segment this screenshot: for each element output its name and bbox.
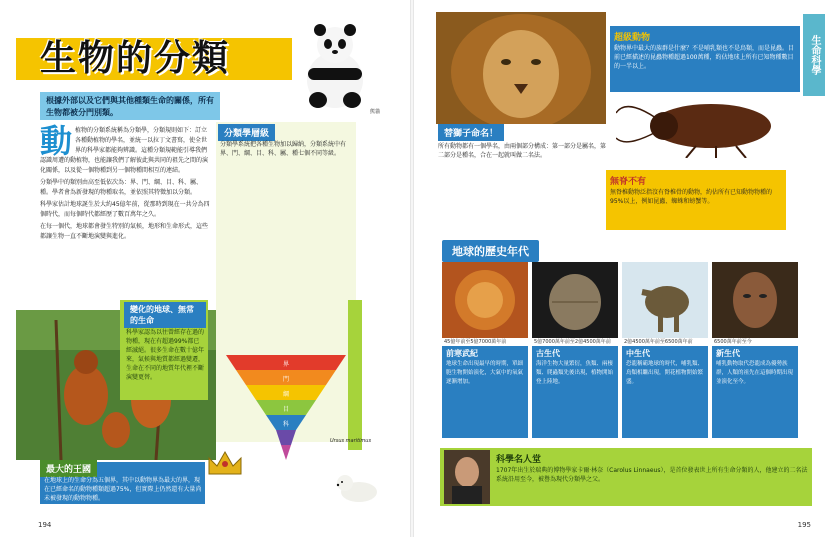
scientist-label: 科學名人堂 [496,455,542,465]
panda-photo [300,20,370,110]
lion-text: 所有動物都有一個學名，由兩個部分構成：第一部分是屬名，第二部分是種名，合在一起就叫做二名法。 [438,143,607,159]
pyramid-level-labels [282,357,290,432]
era-image-precambrian [442,262,528,338]
green-side-strip [348,300,362,450]
page-number-right: 195 [797,521,811,529]
panda-caption: 熊貓 [370,109,381,115]
dropcap: 動 [40,122,73,160]
scientist-text: 1707年出生於瑞典的博物學家卡爾·林奈（Carolus Linnaeus），是首位發表世上所有生命分類的人，他建立的二名法系統沿用至今，被譽為現代分類學之父。 [496,467,808,483]
level-kingdom: 界 [282,361,289,368]
timeline-title: 地球的歷史年代 [442,240,539,262]
era-image-paleozoic [532,262,618,338]
classification-label: 分類學層級 [218,124,275,141]
body-text [40,122,212,242]
era-name-2: 中生代 [626,349,650,358]
cockroach-photo [616,88,796,158]
era-text-1: 海洋生物大量繁衍，魚類、兩棲類、爬蟲類先後出現，植物開始登上陸地。 [536,361,614,385]
era-caption-3: 6500萬年前至今 [714,339,752,345]
era-box-precambrian [442,346,528,438]
polar-bear-photo [335,468,380,504]
era-caption-1: 5億7000萬年前至2億4500萬年前 [534,339,611,345]
era-text-0: 地球生命出現最早的時期，單細胞生物開始演化，大氣中的氧氣逐漸增加。 [446,361,524,385]
era-image-mesozoic [622,262,708,338]
era-caption-2: 2億4500萬年前至6500萬年前 [624,339,693,345]
classification-text: 分類學系統把各種生物加以歸納，分類系統中有界、門、綱、目、科、屬、種七個不同等級。 [220,141,347,157]
lion-photo [436,12,606,124]
body-paragraph-1: 植物的分類系統稱為分類學，分類規則如下：訂立各種動植物的學名，並統一以拉丁文書寫，使全世界的科學家都能夠辨識。這種分類規範能引導我們認識周遭的動植物，也能讓我們了解彼此與共同的祖先之間的演化關係，以及從一個物種到另一個物種間相互的連結。 [40,127,209,174]
biggest-kingdom-label: 最大的王國 [40,460,97,477]
era-name-0: 前寒武紀 [446,349,478,358]
level-class: 綱 [282,391,289,398]
super-animal-label: 超級動物 [614,33,651,43]
super-animal-text: 動物界中最大的族群是什麼？不是哺乳類也不是鳥類，而是昆蟲。目前已經描述的昆蟲物種超過100萬種，約佔地球上所有已知物種數目的一半以上。 [614,45,795,70]
lion-label: 替獅子命名！ [438,124,504,141]
era-text-2: 恐龍稱霸地球的時代，哺乳類、鳥類相繼出現，開花植物開始繁盛。 [626,361,704,385]
era-image-cenozoic [712,262,798,338]
era-box-paleozoic [532,346,618,438]
changing-earth-label: 變化的地球、無常的生命 [124,302,206,328]
era-name-3: 新生代 [716,349,740,358]
era-name-1: 古生代 [536,349,560,358]
linnaeus-portrait [444,450,490,504]
era-box-mesozoic [622,346,708,438]
crown-icon [205,448,245,478]
side-tab: 生命科學 [803,14,825,96]
body-paragraph-3: 科學家估計地球誕生於大約45億年前，從那時到現在一共分為四個時代，而每個時代都經歷了數百萬年之久。 [40,201,210,218]
level-order: 目 [282,406,289,413]
no-spine-label: 無脊不有 [610,177,647,187]
level-family: 科 [282,421,289,428]
body-paragraph-4: 在每一個代，地球都會發生特別的氣候，地形和生命形式，這些都讓生物一直不斷地演變與進化。 [40,223,209,240]
biggest-kingdom-text: 在地球上的生命分為五個界，其中以動物界為最大的界，現在已經命名的動物種類超過75%，但實際上仍然還有大量尚未被發現的動物物種。 [44,477,202,502]
left-page [0,0,410,537]
page-number-left: 194 [38,521,52,529]
era-text-3: 哺乳動物取代恐龍成為優勢族群，人類的祖先在這個時期出現並演化至今。 [716,361,794,385]
changing-earth-text: 科學家認為以往曾經存在過的物種，現在有超過99%都已經滅絕。很多生命在數十億年來，氣候與地質都經過變遷，生命在不同的地質年代裡不斷演變更替。 [126,329,205,381]
era-box-cenozoic [712,346,798,438]
era-caption-0: 45億年前至5億7000萬年前 [444,339,507,345]
intro-box: 根據外部以及它們與其他種類生命的關係，所有生物都被分門別類。 [40,92,220,120]
no-spine-text: 無脊椎動物泛指沒有脊椎骨的動物，約佔所有已知動物物種的95%以上，例如昆蟲、蜘蛛和螃蟹等。 [610,189,773,205]
level-phylum: 門 [282,376,289,383]
ursus-caption: Ursus maritimus [330,438,372,444]
page-title: 生物的分類 [40,38,231,79]
body-paragraph-2: 分類學中的類別由高至低依次為：界、門、綱、目、科、屬、種。學者會為新發現的物種取名，並依照其特徵加以分類。 [40,179,203,196]
